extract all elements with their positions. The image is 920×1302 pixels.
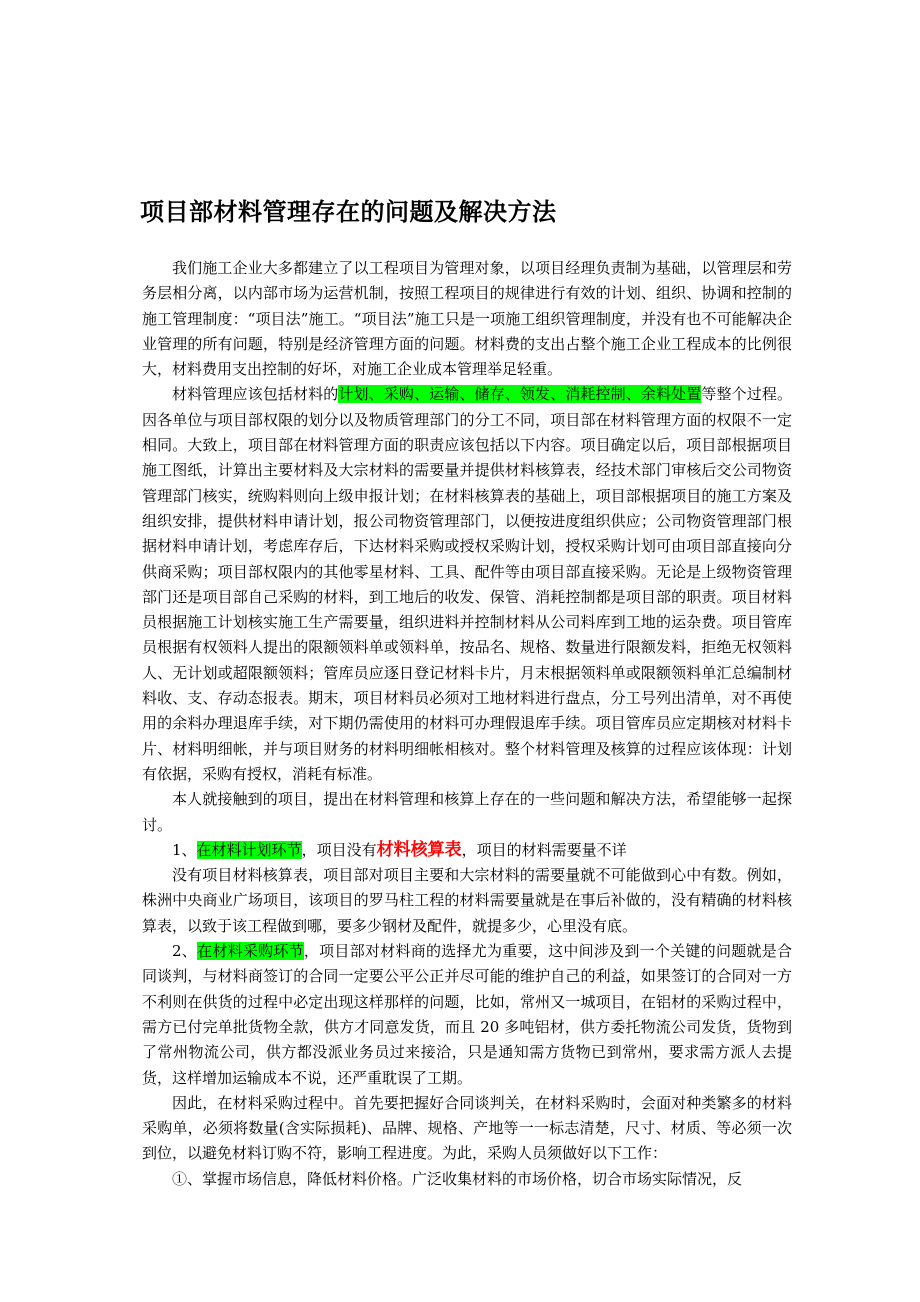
paragraph-text: ，项目部对材料商的选择尤为重要，这中间涉及到一个关键的问题就是合同谈判，与材料商签订的合同一定要公平公正并尽可能的维护自己的利益，如果签订的合同对一方不利则在供货的过程中必定出现这样那样的问题，比如，常州又一城项目，在铝材的采购过程中，需方已付完单批货物全款，供方才同意发货，而且 20 多吨铝材，供方委托物流公司发货，货物到了常州物流公司，供方都没派业务员过来接洽，只是通知需方货物已到常州，要求需方派人去提货，这样增加运输成本不说，还严重耽误了工期。 bbox=[142, 942, 792, 1087]
paragraph bbox=[142, 1091, 792, 1167]
paragraph-text: 材料管理应该包括材料的 bbox=[172, 385, 339, 404]
paragraph-text: 2、 bbox=[172, 942, 198, 961]
paragraph-text: ①、掌握市场信息，降低材料价格。广泛收集材料的市场价格，切合市场实际情况，反 bbox=[172, 1169, 743, 1188]
paragraph-text: 我们施工企业大多都建立了以工程项目为管理对象，以项目经理负责制为基础，以管理层和劳务层相分离，以内部市场为运营机制，按照工程项目的规律进行有效的计划、组织、协调和控制的施工管理制度：“项目法”施工。“项目法”施工只是一项施工组织管理制度，并没有也不可能解决企业管理的所有问题，特别是经济管理方面的问题。材料费的支出占整个施工企业工程成本的比例很大，材料费用支出控制的好坏，对施工企业成本管理举足轻重。 bbox=[142, 259, 792, 379]
paragraph bbox=[142, 838, 792, 863]
paragraph bbox=[142, 382, 792, 787]
highlighted-text: 在材料计划环节 bbox=[196, 840, 302, 859]
paragraph bbox=[142, 787, 792, 838]
highlighted-text: 计划、采购、运输、储存、领发、消耗控制、余料处置 bbox=[338, 385, 702, 404]
emphasis-text: 材料核算表 bbox=[376, 839, 462, 860]
paragraph-text: 本人就接触到的项目，提出在材料管理和核算上存在的一些问题和解决方法，希望能够一起探讨。 bbox=[142, 790, 792, 834]
paragraph-text: ，项目没有 bbox=[301, 840, 377, 859]
paragraph bbox=[142, 939, 792, 1091]
paragraph-text: 等整个过程。因各单位与项目部权限的划分以及物质管理部门的分工不同，项目部在材料管理方面的权限不一定相同。大致上，项目部在材料管理方面的职责应该包括以下内容。项目确定以后，项目部根据项目施工图纸，计算出主要材料及大宗材料的需要量并提供材料核算表，经技术部门审核后交公司物资管理部门核实，统购料则向上级申报计划；在材料核算表的基础上，项目部根据项目的施工方案及组织安排，提供材料申请计划，报公司物资管理部门，以便按进度组织供应；公司物资管理部门根据材料申请计划，考虑库存后，下达材料采购或授权采购计划，授权采购计划可由项目部直接向分供商采购；项目部权限内的其他零星材料、工具、配件等由项目部直接采购。无论是上级物资管理部门还是项目部自己采购的材料，到工地后的收发、保管、消耗控制都是项目部的职责。项目材料员根据施工计划核实施工生产需要量，组织进料并控制材料从公司料库到工地的运杂费。项目管库员根据有权领料人提出的限额领料单或领料单，按品名、规格、数量进行限额发料，拒绝无权领料人、无计划或超限额领料；管库员应逐日登记材料卡片，月末根据领料单或限额领料单汇总编制材料收、支、存动态报表。期末，项目材料员必须对工地材料进行盘点，分工号列出清单，对不再使用的余料办理退库手续，对下期仍需使用的材料可办理假退库手续。项目管库员应定期核对材料卡片、材料明细帐，并与项目财务的材料明细帐相核对。整个材料管理及核算的过程应该体现：计划有依据，采购有授权，消耗有标准。 bbox=[142, 385, 792, 783]
paragraph bbox=[142, 256, 792, 382]
document-body bbox=[142, 256, 792, 1192]
paragraph bbox=[142, 1167, 792, 1192]
highlighted-text: 在材料采购环节 bbox=[197, 942, 304, 961]
paragraph-text: 没有项目材料核算表，项目部对项目主要和大宗材料的需要量就不可能做到心中有数。例如，株洲中央商业广场项目，该项目的罗马柱工程的材料需要量就是在事后补做的，没有精确的材料核算表，以致于该工程做到哪，要多少钢材及配件，就提多少，心里没有底。 bbox=[142, 866, 792, 935]
paragraph-text: 因此，在材料采购过程中。首先要把握好合同谈判关，在材料采购时，会面对种类繁多的材料采购单，必须将数量(含实际损耗)、品牌、规格、产地等一一标志清楚，尺寸、材质、等必须一次到位，以避免材料订购不符，影响工程进度。为此，采购人员须做好以下工作： bbox=[142, 1093, 792, 1163]
page-title: 项目部材料管理存在的问题及解决方法 bbox=[140, 198, 557, 226]
paragraph-text: 1、 bbox=[172, 840, 197, 859]
paragraph-text: ，项目的材料需要量不详 bbox=[461, 840, 627, 859]
paragraph bbox=[142, 863, 792, 939]
